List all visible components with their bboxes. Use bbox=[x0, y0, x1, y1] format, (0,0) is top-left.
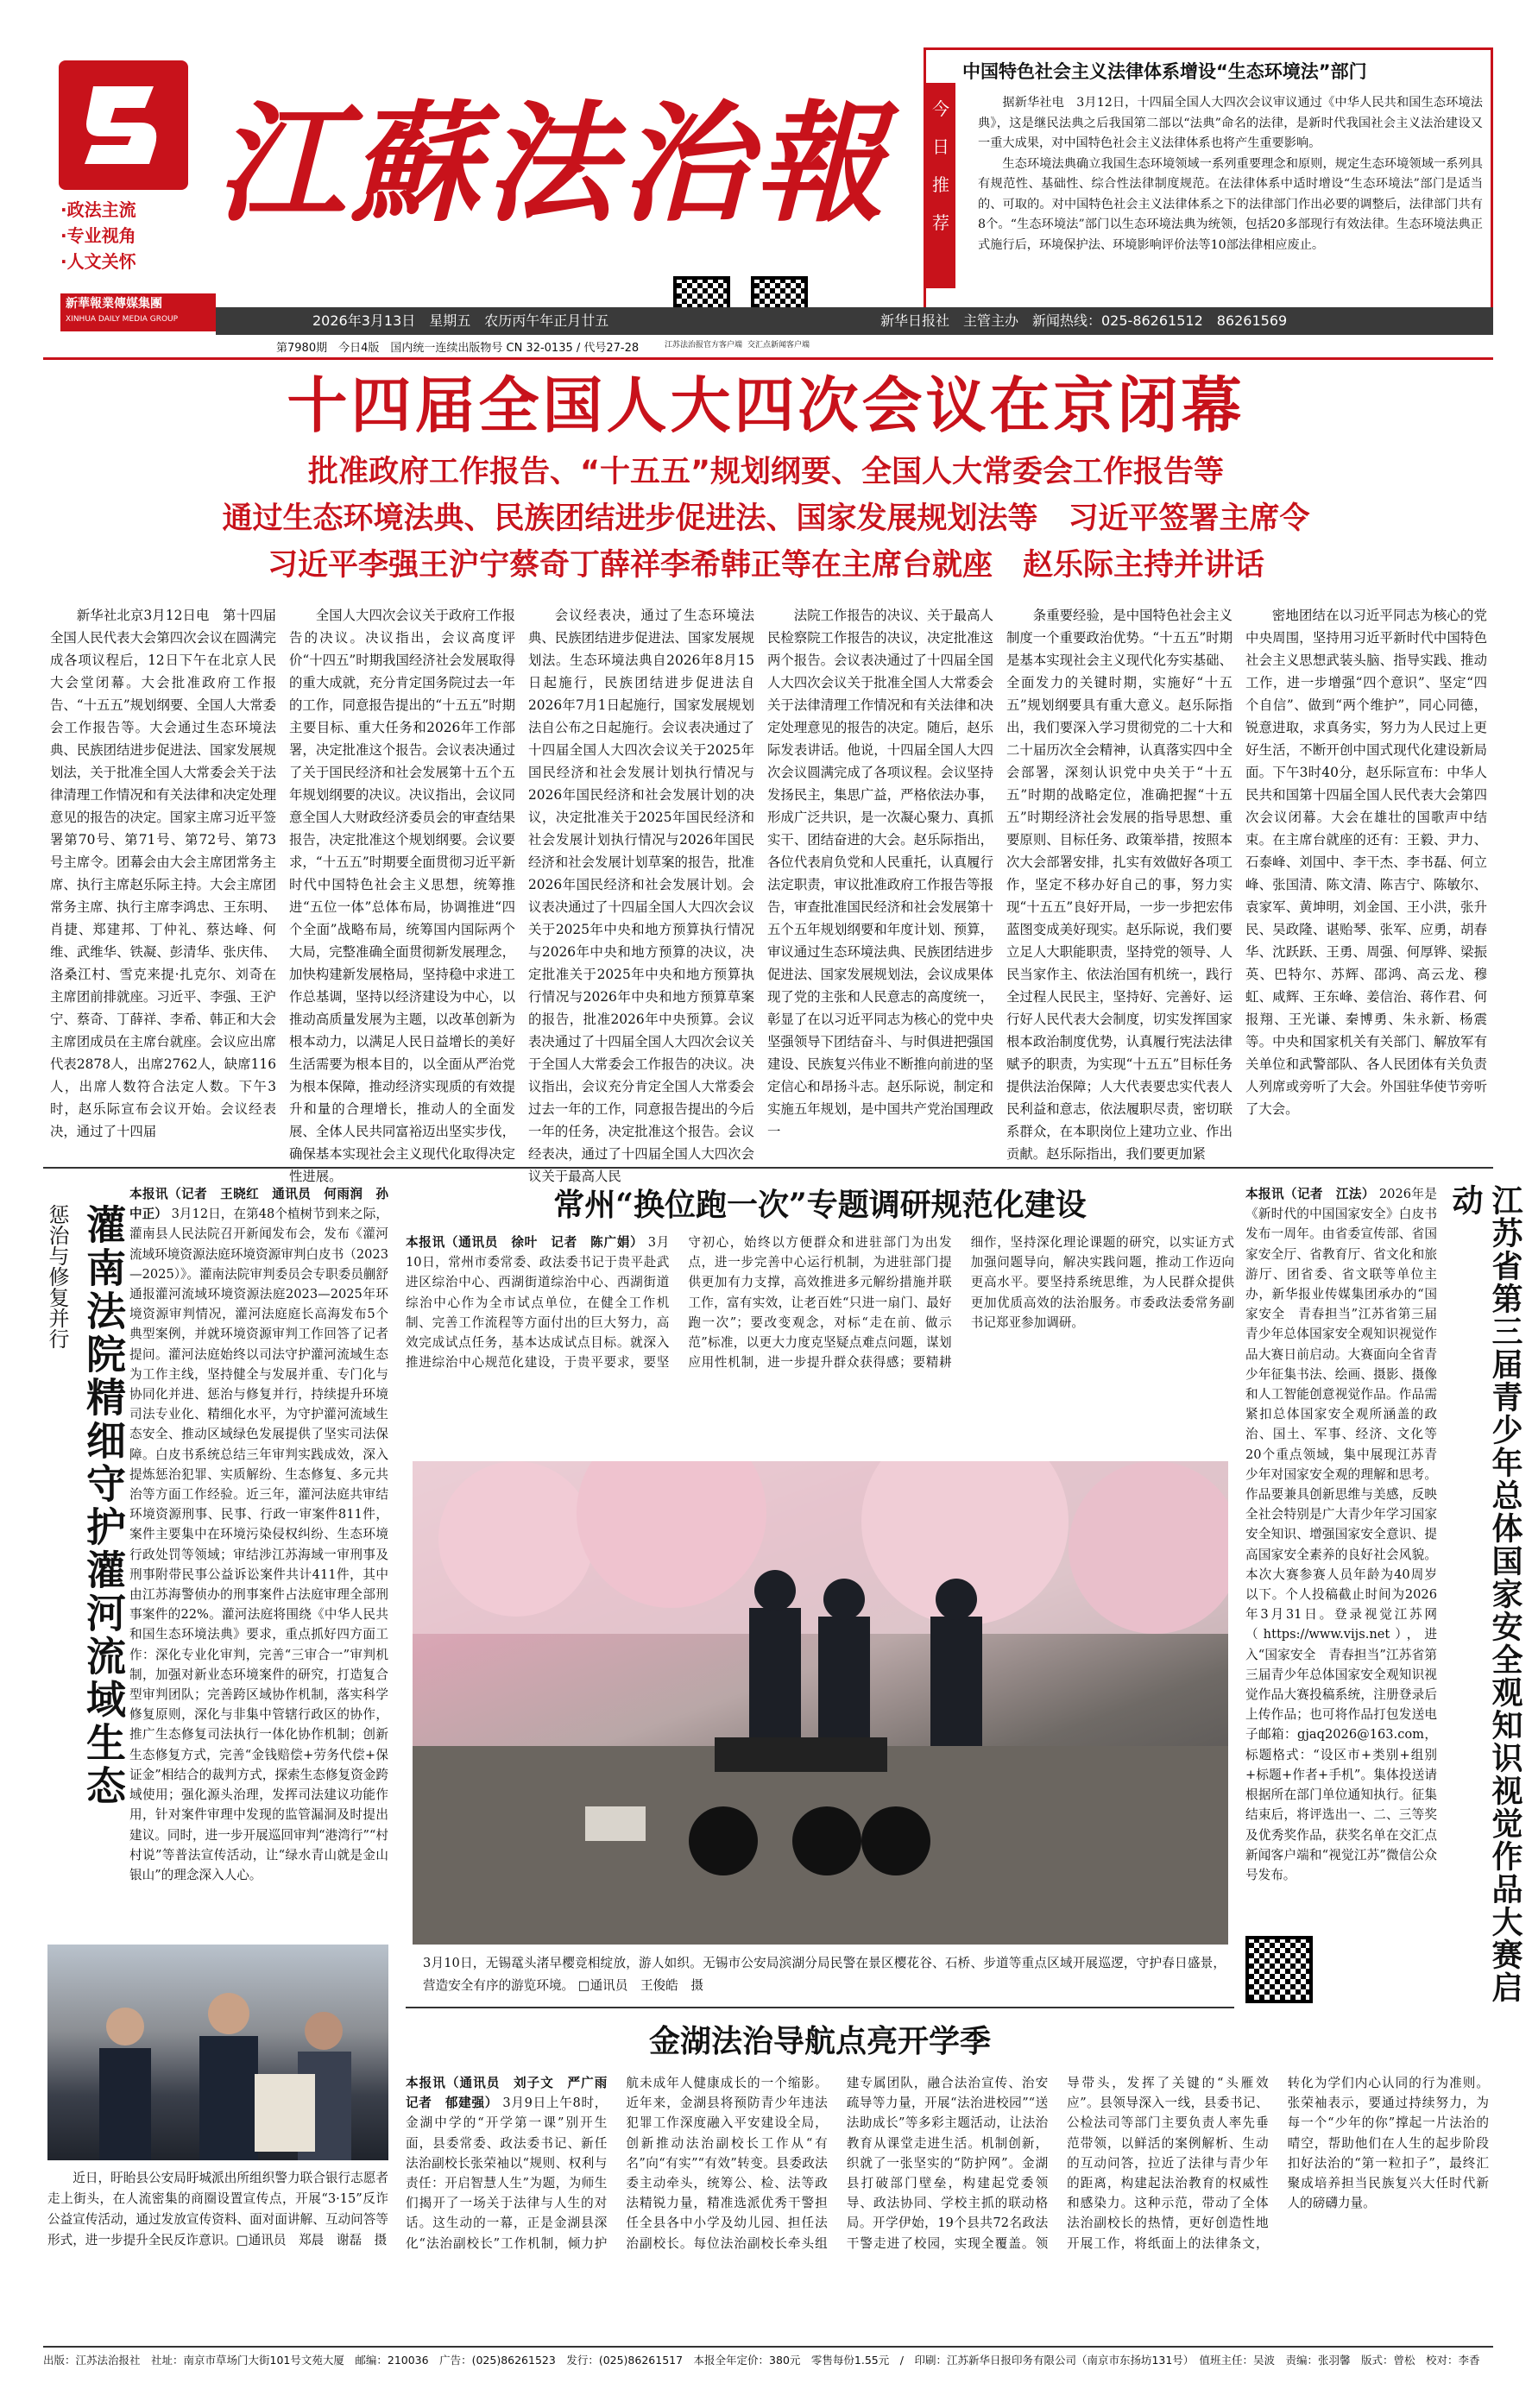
tag-char: 推 bbox=[932, 174, 949, 195]
right-story-body bbox=[1245, 1184, 1437, 2030]
left-photo-credit: □通讯员 郑晨 谢磊 摄 bbox=[236, 2233, 388, 2247]
left-body-text: 3月12日，在第48个植树节到来之际，灌南县人民法院召开新闻发布会，发布《灌河流域环境资源法庭环境资源审判白皮书（2023—2025）》。灌南法院审判委员会专职委员蒯舒通报灌河流域环境资源法庭2023—2025年环境资源审判情况，灌河法庭庭长高海发布5个典型案例，并就环境资源审判工作回答了记者提问。灌河法庭始终以司法守护灌河流域生态为工作主线，坚持健全与发展并重、专门化与协同化并进、惩治与修复并行，持续提升环境司法专业化、精细化水平，为守护灌河流域生态安全、推动区域绿色发展提供了坚实司法保障。白皮书系统总结三年审判实践成效，深入提炼惩治犯罪、实质解纷、生态修复、多元共治等方面工作经验。近三年，灌河法庭共审结环境资源刑事、民事、行政一审案件811件，案件主要集中在环境污染侵权纠纷、生态环境行政处罚等领域；审结涉江苏海域一审刑事及刑事附带民事公益诉讼案件共计411件，其中由江苏海警侦办的刑事案件占法庭审理全部刑事案件的22%。灌河法庭将围绕《中华人民共和国生态环境法典》要求，重点抓好四方面工作：深化专业化审判，完善“三审合一”审判机制，加强对新业态环境案件的研究，打造复合型审判团队；完善跨区域协作机制，落实科学修复原则，深化与非集中管辖行政区的协作，推广生态修复司法执行一体化协作机制；创新生态修复方式，完善“金钱赔偿+劳务代偿+保证金”相结合的裁判方式，探索生态修复资金跨域使用；强化源头治理，发挥司法建议功能作用，针对案件审理中发现的监管漏洞及时提出建议。同时，进一步开展巡回审判“港湾行”“村村说”等普法宣传活动，让“绿水青山就是金山银山”的理念深入人心。 bbox=[129, 1207, 388, 1882]
bottom-story-body bbox=[406, 2073, 1489, 2298]
sub-headline-1: 批准政府工作报告、“十五五”规划纲要、全国人大常委会工作报告等 bbox=[307, 455, 1224, 489]
center-photo-caption bbox=[423, 1952, 1226, 2001]
lead-bottom-rule bbox=[43, 1167, 1493, 1169]
date-line: 2026年3月13日 星期五 农历丙午年正月廿五 bbox=[312, 312, 609, 329]
bottom-byline: 本报讯（通讯员 刘子文 严广雨 记者 郁建强） bbox=[406, 2076, 620, 2111]
lead-text: 新华社北京3月12日电 第十四届全国人民代表大会第四次会议在圆满完成各项议程后，12日下午在北京人民大会堂闭幕。大会批准政府工作报告、“十五五”规划纲要、全国人大常委会工作报告等。大会通过生态环境法典、民族团结进步促进法、国家发展规划法，关于批准全国人大常委会关于法律清理工作情况和有关法律和决定处理意见的报告的决定。国家主席习近平签署第70号、第71号、第72号、第73号主席令。团幕会由大会主席团常务主席、执行主席赵乐际主持。大会主席团常务主席、执行主席李鸿忠、王东明、肖捷、郑建邦、丁仲礼、蔡达峰、何维、武维华、铁凝、彭清华、张庆伟、洛桑江村、雪克来提·扎克尔、刘奇在主席团前排就座。习近平、李强、王沪宁、蔡奇、丁薛祥、李希、韩正和大会主席团成员在主席台就座。会议应出席代表2878人，出席2762人，缺席116人，出席人数符合法定人数。下午3时，赵乐际宣布会议开始。会议经表决，通过了十四届 bbox=[50, 608, 276, 1139]
left-kicker: 惩治与修复并行 bbox=[45, 1204, 69, 1349]
newspaper-logo-emblem bbox=[59, 60, 188, 190]
today-tag bbox=[926, 83, 955, 288]
center-headline: 常州“换位跑一次”专题调研规范化建设 bbox=[553, 1187, 1087, 1223]
center-caption-text: 3月10日，无锡鼋头渚早樱竞相绽放，游人如织。无锡市公安局滨湖分局民警在景区樱花谷、石桥、步道等重点区域开展巡逻，守护春日盛景，营造安全有序的游览环境。 bbox=[423, 1956, 1226, 1993]
tag-char: 荐 bbox=[932, 212, 949, 233]
slogan-line: ·政法主流 bbox=[60, 199, 136, 220]
center-byline: 本报讯（通讯员 徐叶 记者 陈广娟） bbox=[406, 1235, 644, 1250]
main-headline: 十四届全国人大四次会议在京闭幕 bbox=[287, 369, 1245, 441]
slogan-line: ·人文关怀 bbox=[60, 251, 136, 272]
sub-headline-2: 通过生态环境法典、民族团结进步促进法、国家发展规划法等 习近平签署主席令 bbox=[222, 501, 1310, 536]
lead-text: 全国人大四次会议关于政府工作报告的决议。决议指出，会议高度评价“十四五”时期我国经济社会发展取得的重大成就，充分肯定国务院过去一年的工作，同意报告提出的“十五五”时期主要目标、重大任务和2026年工作部署，决定批准这个报告。会议表决通过了关于国民经济和社会发展第十五个五年规划纲要的决议。决议指出，会议同意全国人大财政经济委员会的审查结果报告，决定批准这个规划纲要。会议要求，“十五五”时期要全面贯彻习近平新时代中国特色社会主义思想，统筹推进“五位一体”总体布局，协调推进“四个全面”战略布局，统筹国内国际两个大局，完整准确全面贯彻新发展理念，加快构建新发展格局，坚持稳中求进工作总基调，坚持以经济建设为中心，以推动高质量发展为主题，以改革创新为根本动力，以满足人民日益增长的美好生活需要为根本目的，以全面从严治党为根本保障，推动经济实现质的有效提升和量的合理增长，推动人的全面发展、全体人民共同富裕迈出坚实步伐，确保基本实现社会主义现代化取得决定性进展。 bbox=[289, 608, 515, 1184]
left-photo-police-campaign bbox=[47, 1945, 388, 2160]
police-officers-icon bbox=[47, 1945, 388, 2160]
sub-headline-3: 习近平李强王沪宁蔡奇丁薛祥李希韩正等在主席台就座 赵乐际主持并讲话 bbox=[267, 548, 1264, 583]
sponsor-line: 新华日报社 主管主办 新闻热线：025-86261512 86261569 bbox=[880, 312, 1288, 329]
lead-text: 密地团结在以习近平同志为核心的党中央周围，坚持用习近平新时代中国特色社会主义思想武装头脑、指导实践、推动工作，进一步增强“四个意识”、坚定“四个自信”、做到“两个维护”，同心同德，锐意进取，求真务实，努力为人民过上更好生活，不断开创中国式现代化建设新局面。下午3时40分，赵乐际宣布：中华人民共和国第十四届全国人民代表大会第四次会议闭幕。大会在雄壮的国歌声中结束。在主席台就座的还有：王毅、尹力、石泰峰、刘国中、李干杰、李书磊、何立峰、张国清、陈文清、陈吉宁、陈敏尔、袁家军、黄坤明，刘金国、王小洪，张升民、吴政隆、谌贻琴、张军、应勇，胡春华、沈跃跃、王勇、周强、何厚铧、梁振英、巴特尔、苏辉、邵鸿、高云龙、穆虹、咸辉、王东峰、姜信治、蒋作君、何报翔、王光谦、秦博勇、朱永新、杨震等。中央和国家机关有关部门、解放军有关单位和武警部队、各人民团体有关负责人列席或旁听了大会。外国驻华使节旁听了大会。 bbox=[1245, 608, 1487, 1117]
tag-char: 日 bbox=[932, 136, 949, 157]
today-recommend-box bbox=[924, 47, 1493, 315]
patrol-scene-icon bbox=[413, 1461, 1228, 1945]
date-strip bbox=[216, 307, 1493, 335]
center-photo-cherry-blossom-patrol bbox=[413, 1461, 1228, 1945]
lead-text: 条重要经验，是中国特色社会主义制度一个重要政治优势。“十五五”时期是基本实现社会主义现代化夯实基础、全面发力的关键时期，实施好“十五五”规划纲要具有重大意义。赵乐际指出，我们要深入学习贯彻党的二十大和二十届历次全会精神，认真落实四中全会部署，深刻认识党中央关于“十五五”时期的战略定位，准确把握“十五五”时期经济社会发展的指导思想、重要原则、目标任务、政策举措，按照本次大会部署安排，扎实有效做好各项工作，坚定不移办好自己的事，努力实现“十五五”良好开局，一步一步把宏伟蓝图变成美好现实。赵乐际说，我们要立足人大职能职责，坚持党的领导、人民当家作主、依法治国有机统一，践行全过程人民民主，坚持好、完善好、运行好人民代表大会制度，切实发挥国家根本政治制度优势，认真履行宪法法律赋予的职责，为实现“十五五”目标任务提供法治保障；人大代表要忠实代表人民利益和意志，依法履职尽责，密切联系群众，在本职岗位上建功立业、作出贡献。赵乐际指出，我们要更加紧 bbox=[1006, 608, 1233, 1162]
left-story-body bbox=[129, 1184, 388, 1926]
qr2-caption: 交汇点新闻客户端 bbox=[747, 341, 810, 350]
left-photo-caption bbox=[47, 2168, 388, 2298]
right-byline: 本报讯（记者 江法） bbox=[1245, 1187, 1375, 1201]
issue-line: 第7980期 今日4版 国内统一连续出版物号 CN 32-0135 / 代号27-28 bbox=[276, 342, 640, 355]
center-body-text: 3月10日，常州市委常委、政法委书记于贵平赴武进区综治中心、西湖街道综治中心、西湖街道综治中心作为全市试点单位，在健全工作机制、完善工作流程等方面付出的巨大努力，高效完成试点任务，基本达成试点目标。就深入推进综治中心规范化建设，于贵平要求，要坚守初心，始终以方便群众和进驻部门为出发点，进一步完善中心运行机制，为进驻部门提供更加有力支撑，高效推进多元解纷措施并联工作，富有实效，让老百姓“只进一扇门、最好跑一次”；要改变观念，对标“走在前、做示范”标准，以更大力度克坚疑点难点问题，谋划应用性机制，进一步提升群众获得感；要精耕细作，坚持深化理论课题的研究，以实证方式加强问题导向，解决实践问题，推动工作迈向更高水平。要坚持系统思维，为人民群众提供更加优质高效的法治服务。市委政法委常务副书记郑亚参加调研。 bbox=[406, 1235, 1234, 1371]
right-headline: 江苏省第三届青少年总体国家安全观知识视觉作品大赛启动 bbox=[1447, 1184, 1523, 2004]
logo-s-icon bbox=[59, 60, 188, 190]
bottom-headline: 金湖法治导航点亮开学季 bbox=[648, 2023, 991, 2059]
bottom-body-text: 3月9日上午8时，金湖中学的“开学第一课”别开生面，县委常委、政法委书记、新任法治副校长张荣袖以“规则、权利与责任：开启智慧人生”为题，为师生们揭开了一场关于法律与人生的对话。这生动的一幕，正是金湖县深化“法治副校长”工作机制，倾力护航未成年人健康成长的一个缩影。近年来，金湖县将预防青少年违法犯罪工作深度融入平安建设全局，创新推动法治副校长工作从“有名”向“有实”“有效”转变。县委政法委主动牵头，统筹公、检、法等政法精锐力量，精准选派优秀干警担任全县各中小学及幼儿园、担任法治副校长。每位法治副校长牵头组建专属团队，融合法治宣传、治安疏导等力量，开展“法治进校园”“送法助成长”等多彩主题活动，让法治教育从课堂走进生活。机制创新，织就了一张坚实的“防护网”。金湖县打破部门壁垒，构建起党委领导、政法协同、学校主抓的联动格局。开学伊始，19个县共72名政法干警走进了校园，实现全覆盖。领导带头，发挥了关键的“头雁效应”。县领导深入一线，县委书记、公检法司等部门主要负责人率先垂范带领，以鲜活的案例解析、生动的互动问答，拉近了法律与青少年的距离，构建起法治教育的权威性和感染力。这种示范，带动了全体法治副校长的热情，更好创造性地开展工作，将纸面上的法律条文，转化为学们内心认同的行为准则。张荣袖表示，要通过持续努力，为每一个“少年的你”撑起一片法治的晴空，帮助他们在人生的起步阶段扣好法治的“第一粒扣子”，最终汇聚成培养担当民族复兴大任时代新人的磅礴力量。 bbox=[406, 2076, 1489, 2251]
masthead-title: 江蘇法治報 bbox=[216, 88, 890, 240]
lead-text: 会议经表决，通过了生态环境法典、民族团结进步促进法、国家发展规划法。生态环境法典自2026年8月15日起施行，民族团结进步促进法自2026年7月1日起施行，国家发展规划法自公布之日起施行。会议表决通过了十四届全国人大四次会议关于2025年国民经济和社会发展计划执行情况与2026年国民经济和社会发展计划的决议，决定批准关于2025年国民经济和社会发展计划执行情况与2026年国民经济和社会发展计划草案的报告，批准2026年国民经济和社会发展计划。会议表决通过了十四届全国人大四次会议关于2025年中央和地方预算执行情况与2026年中央和地方预算的决议，决定批准关于2025年中央和地方预算执行情况与2026年中央和地方预算草案的报告，批准2026年中央预算。会议表决通过了十四届全国人大四次会议关于全国人大常委会工作报告的决议。决议指出，会议充分肯定全国人大常委会过去一年的工作，同意报告提出的今后一年的任务，决定批准这个报告。会议经表决，通过了十四届全国人大四次会议关于最高人民 bbox=[528, 608, 754, 1184]
center-photo-credit: □通讯员 王俊皓 摄 bbox=[577, 1978, 703, 1993]
today-para: 生态环境法典确立我国生态环境领域一系列重要理念和原则，规定生态环境领域一系列具有规范性、基础性、综合性法律制度规范。在法律体系中适时增设“生态环境法”部门是适当的、可取的。对中国特色社会主义法律体系之下的法律部门作出必要的调整后，法律部门共有8个。“生态环境法”部门以生态环境法典为统领，包括20多部现行有效法律。生态环境法典正式施行后，环境保护法、环境影响评价法等10部法律相应废止。 bbox=[978, 156, 1483, 252]
middle-bottom-rule bbox=[406, 2007, 1234, 2008]
masthead-divider bbox=[43, 357, 1493, 360]
right-body-text: 2026年是《新时代的中国国家安全》白皮书发布一周年。由省委宣传部、省国家安全厅、省教育厅、省文化和旅游厅、团省委、省文联等单位主办，新华报业传媒集团承办的“国家安全 青春担当”江苏省第三届青少年总体国家安全观知识视觉作品大赛日前启动。大赛面向全省青少年征集书法、绘画、摄影、摄像和人工智能创意视觉作品。作品需紧扣总体国家安全观所涵盖的政治、国土、军事、经济、文化等20个重点领域，集中展现江苏青少年对国家安全观的理解和思考。作品要兼具创新思维与美感，反映全社会特别是广大青少年学习国家安全知识、增强国家安全意识、提高国家安全素养的良好社会风貌。本次大赛参赛人员年龄为40周岁以下。个人投稿截止时间为2026年3月31日。登录视觉江苏网（https://www.vijs.net），进入“国家安全 青春担当”江苏省第三届青少年总体国家安全观知识视觉作品大赛投稿系统，注册登录后上传作品；也可将作品打包发送电子邮箱：gjaq2026@163.com，标题格式：“设区市+类别+组别+标题+作者+手机”。集体投送请根据所在部门单位通知执行。征集结束后，将评选出一、二、三等奖及优秀奖作品，获奖名单在交汇点新闻客户端和“视觉江苏”微信公众号发布。 bbox=[1245, 1187, 1437, 1882]
qr-code-shijue-jiangsu[interactable] bbox=[1245, 1936, 1313, 2003]
today-para: 据新华社电 3月12日，十四届全国人大四次会议审议通过《中华人民共和国生态环境法典》，这是继民法典之后我国第二部以“法典”命名的法律，是新时代我国社会主义法治建设又一重大成果，对中国特色社会主义法律体系也将产生重要影响。 bbox=[978, 96, 1483, 150]
left-headline: 灌南法院精细守护灌河流域生态 bbox=[80, 1204, 127, 1808]
slogan-line: ·专业视角 bbox=[60, 225, 136, 246]
qr1-caption: 江苏法治报官方客户端 bbox=[665, 341, 743, 350]
center-story-body bbox=[406, 1232, 1234, 1455]
footer-info: 出版：江苏法治报社 社址：南京市草场门大街101号文苑大厦 邮编：210036 广告：(025)86261523 发行：(025)86261517 本报全年定价：380元 零售每份1.55元 / 印刷：江苏新华日报印务有限公司（南京市东扬坊131号） 值班主任：吴波 责编：张羽馨 版式：曾松 校对：李香 bbox=[43, 2354, 1480, 2367]
today-title: 中国特色社会主义法律体系增设“生态环境法”部门 bbox=[962, 61, 1367, 82]
footer-rule bbox=[43, 2346, 1493, 2348]
today-body bbox=[978, 93, 1483, 307]
media-group-logo bbox=[60, 293, 216, 331]
group-name: 新華報業傳媒集團 bbox=[66, 297, 162, 311]
group-name-en: XINHUA DAILY MEDIA GROUP bbox=[66, 315, 179, 324]
tag-char: 今 bbox=[932, 98, 949, 119]
left-byline: 本报讯（记者 王晓红 通讯员 何雨润 孙中正） bbox=[129, 1187, 388, 1222]
left-caption-text: 近日，盱眙县公安局盱城派出所组织警力联合银行志愿者走上街头，在人流密集的商圈设置宣传点，开展“3·15”反诈公益宣传活动，通过发放宣传资料、面对面讲解、互动问答等形式，进一步提升全民反诈意识。 bbox=[47, 2171, 388, 2247]
masthead-slogans bbox=[60, 197, 190, 274]
lead-text: 法院工作报告的决议、关于最高人民检察院工作报告的决议，决定批准这两个报告。会议表决通过了十四届全国人大四次会议关于批准全国人大常委会关于法律清理工作情况和有关法律和决定处理意见的报告的决定。随后，赵乐际发表讲话。他说，十四届全国人大四次会议圆满完成了各项议程。会议坚持发扬民主，集思广益，严格依法办事，形成广泛共识，是一次凝心聚力、真抓实干、团结奋进的大会。赵乐际指出，各位代表肩负党和人民重托，认真履行法定职责，审议批准政府工作报告等报告，审查批准国民经济和社会发展第十五个五年规划纲要和年度计划、预算，审议通过生态环境法典、民族团结进步促进法、国家发展规划法，会议成果体现了党的主张和人民意志的高度统一，彰显了在以习近平同志为核心的党中央坚强领导下团结奋斗、与时俱进把强国建设、民族复兴伟业不断推向前进的坚定信心和昂扬斗志。赵乐际说，制定和实施五年规划，是中国共产党治国理政一 bbox=[767, 608, 993, 1139]
